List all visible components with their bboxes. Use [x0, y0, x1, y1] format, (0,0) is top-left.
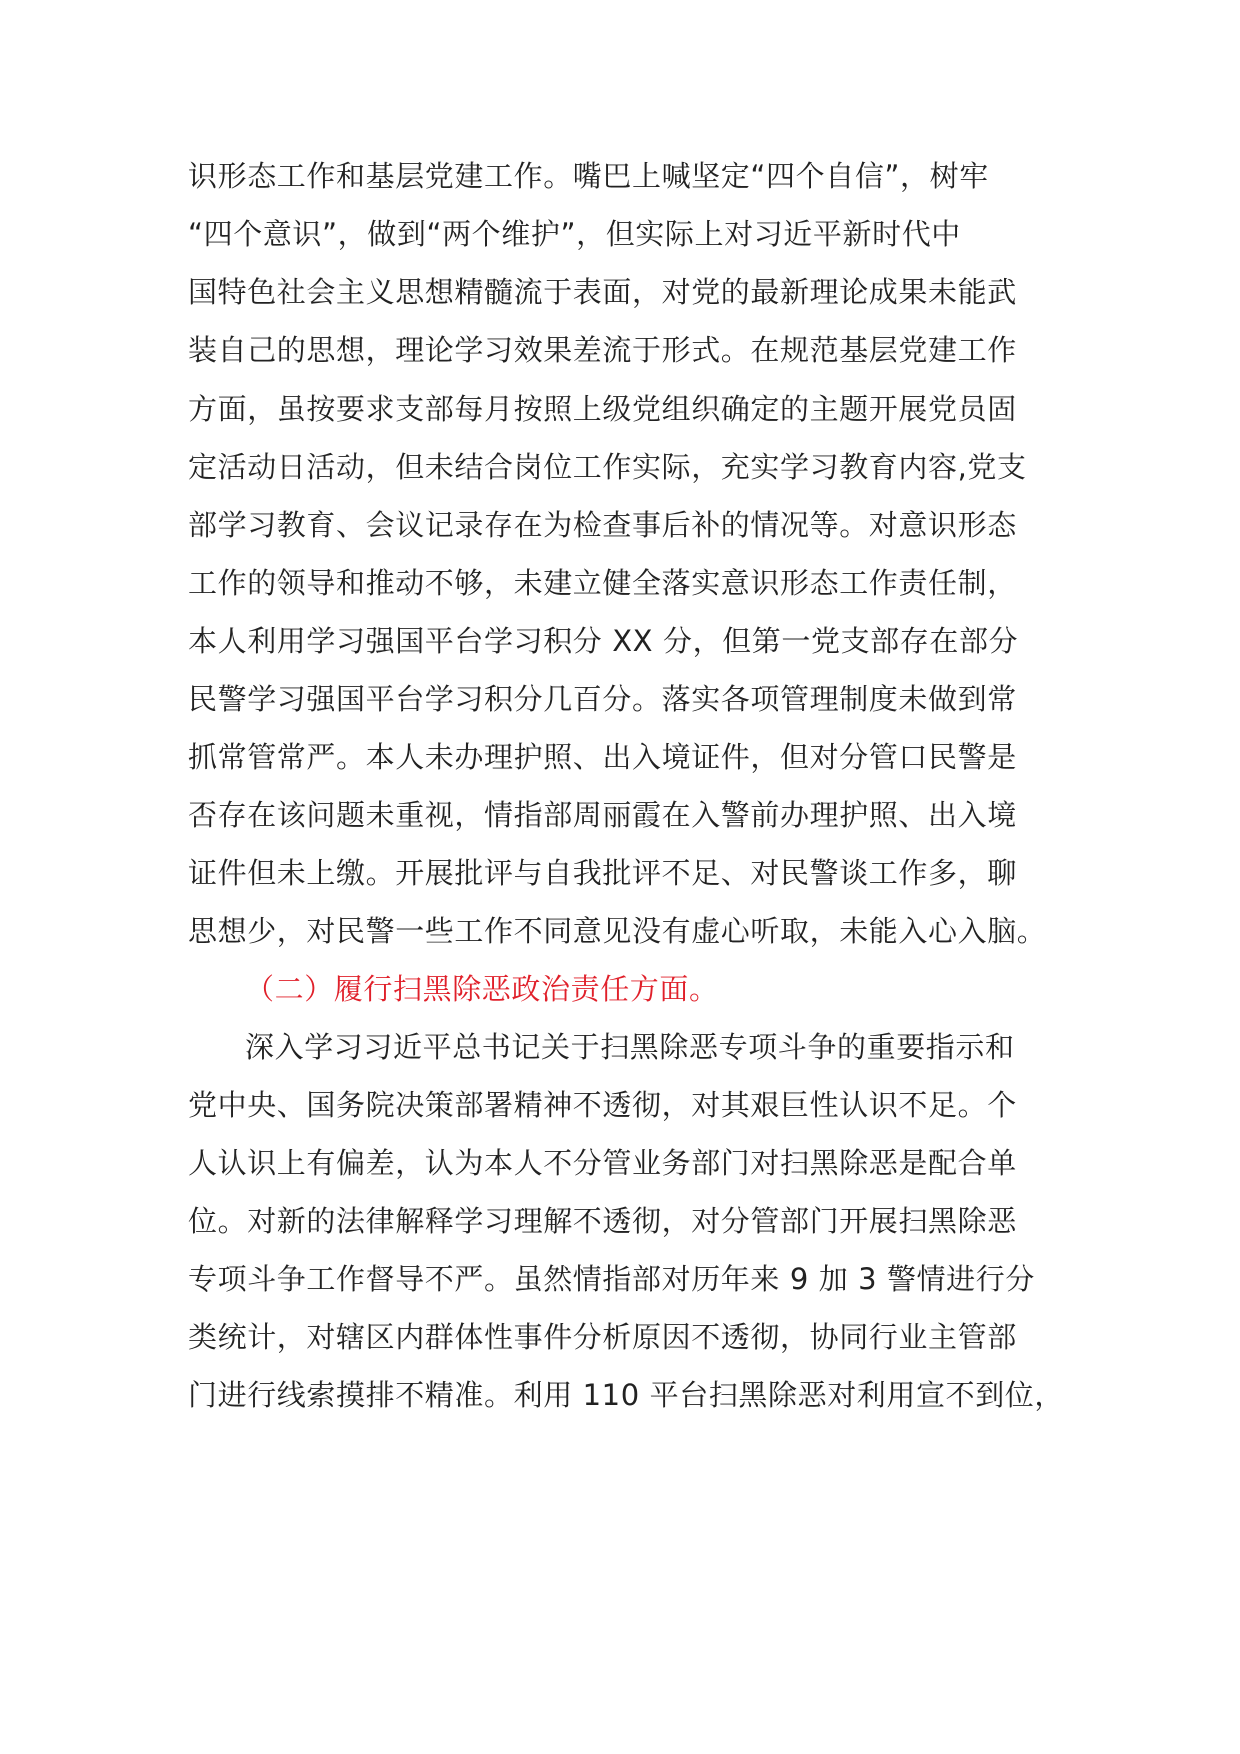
body-text-line: “四个意识”，做到“两个维护”，但实际上对习近平新时代中: [188, 217, 961, 251]
body-text-line: 定活动日活动，但未结合岗位工作实际，充实学习教育内容,党支: [188, 450, 1027, 484]
section-heading: （二）履行扫黑除恶政治责任方面。: [245, 972, 719, 1006]
body-text-line: 类统计，对辖区内群体性事件分析原因不透彻，协同行业主管部: [188, 1320, 1017, 1354]
body-text-line: 民警学习强国平台学习积分几百分。落实各项管理制度未做到常: [188, 682, 1017, 716]
body-text-line: 装自己的思想，理论学习效果差流于形式。在规范基层党建工作: [188, 333, 1017, 367]
body-text-line: 抓常管常严。本人未办理护照、出入境证件，但对分管口民警是: [188, 740, 1017, 774]
body-text-line: 人认识上有偏差，认为本人不分管业务部门对扫黑除恶是配合单: [188, 1146, 1017, 1180]
body-text-line: 深入学习习近平总书记关于扫黑除恶专项斗争的重要指示和: [245, 1030, 1015, 1064]
body-text-line: 门进行线索摸排不精准。利用 110 平台扫黑除恶对利用宣不到位，: [188, 1378, 1064, 1412]
body-text-line: 部学习教育、会议记录存在为检查事后补的情况等。对意识形态: [188, 508, 1017, 542]
body-text-line: 党中央、国务院决策部署精神不透彻，对其艰巨性认识不足。个: [188, 1088, 1017, 1122]
body-text-line: 本人利用学习强国平台学习积分 XX 分，但第一党支部存在部分: [188, 624, 1019, 658]
body-text-line: 专项斗争工作督导不严。虽然情指部对历年来 9 加 3 警情进行分: [188, 1262, 1035, 1296]
body-text-line: 思想少，对民警一些工作不同意见没有虚心听取，未能入心入脑。: [188, 914, 1047, 948]
body-text-line: 位。对新的法律解释学习理解不透彻，对分管部门开展扫黑除恶: [188, 1204, 1017, 1238]
body-text-line: 国特色社会主义思想精髓流于表面，对党的最新理论成果未能武: [188, 275, 1017, 309]
body-text-line: 证件但未上缴。开展批评与自我批评不足、对民警谈工作多，聊: [188, 856, 1017, 890]
body-text-line: 工作的领导和推动不够，未建立健全落实意识形态工作责任制，: [188, 566, 1017, 600]
body-text-line: 识形态工作和基层党建工作。嘴巴上喊坚定“四个自信”，树牢: [188, 159, 989, 193]
body-text-line: 方面，虽按要求支部每月按照上级党组织确定的主题开展党员固: [188, 392, 1017, 426]
body-text-line: 否存在该问题未重视，情指部周丽霞在入警前办理护照、出入境: [188, 798, 1017, 832]
